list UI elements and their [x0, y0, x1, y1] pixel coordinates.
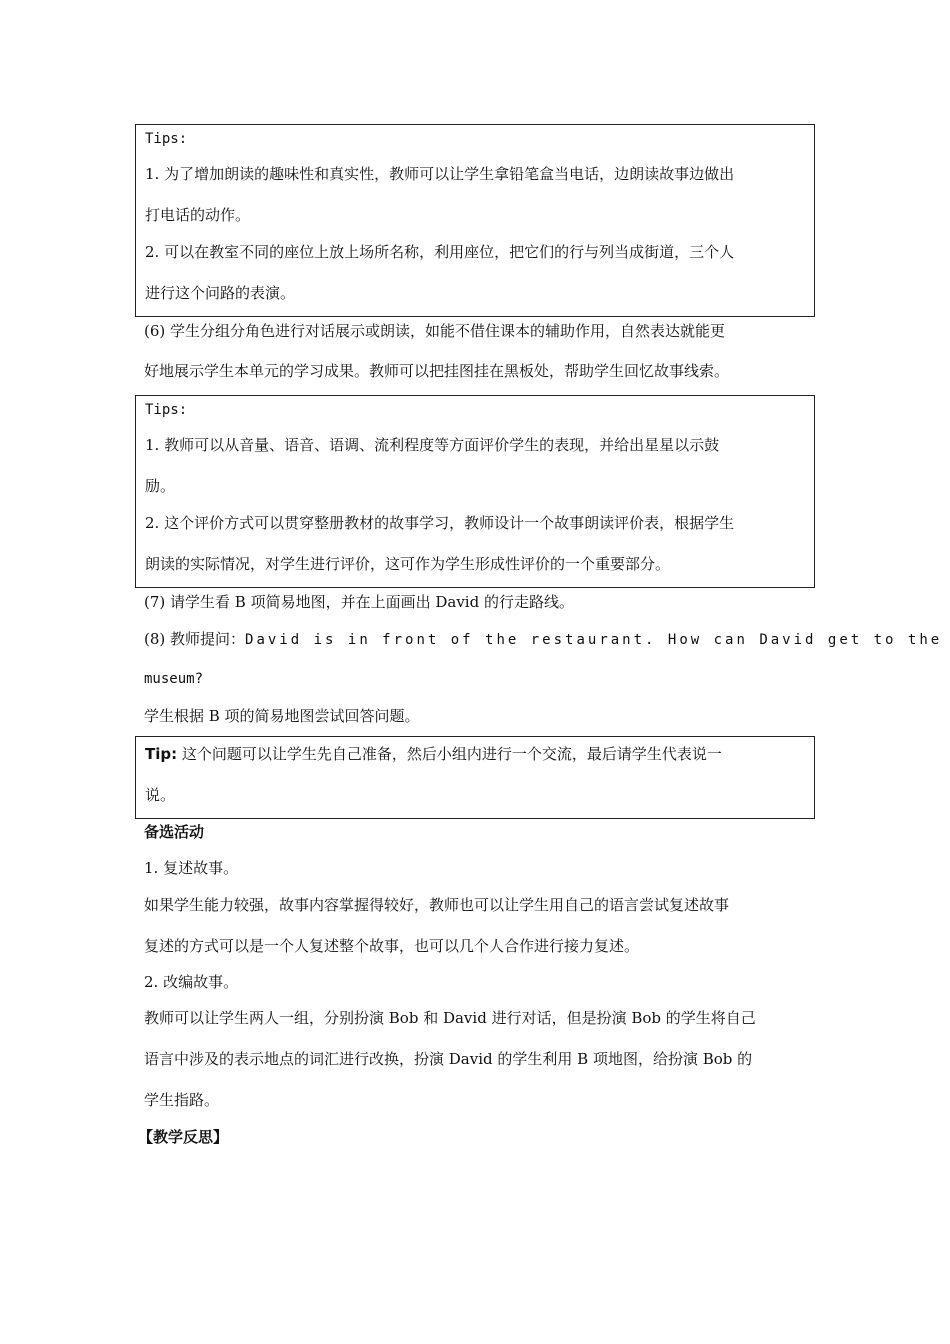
tip-line-2: 说。	[145, 786, 176, 804]
tips-title: Tips:	[145, 402, 188, 418]
tips-line: 打电话的动作。	[145, 206, 251, 224]
optional-item-1-line: 如果学生能力较强，故事内容掌握得较好，教师也可以让学生用自己的语言尝试复述故事	[144, 896, 730, 914]
tips-line: 1. 教师可以从音量、语音、语调、流利程度等方面评价学生的表现，并给出星星以示鼓	[145, 436, 720, 454]
paragraph-6-line: (6) 学生分组分角色进行对话展示或朗读，如能不借住课本的辅助作用，自然表达就能更	[144, 322, 726, 340]
tips-line: 2. 可以在教室不同的座位上放上场所名称，利用座位，把它们的行与列当成街道，三个人	[145, 243, 735, 261]
optional-item-1-line: 复述的方式可以是一个人复述整个故事，也可以几个人合作进行接力复述。	[144, 937, 640, 955]
optional-item-2-line: 语言中涉及的表示地点的词汇进行改换，扮演 David 的学生利用 B 项地图，给扮演 Bob 的	[144, 1050, 753, 1068]
paragraph-8-line	[144, 629, 942, 650]
reflection-heading: 【教学反思】	[138, 1128, 229, 1146]
optional-heading: 备选活动	[144, 823, 205, 841]
tips-line: 2. 这个评价方式可以贯穿整册教材的故事学习，教师设计一个故事朗读评价表，根据学生	[145, 514, 735, 532]
tips-line: 朗读的实际情况，对学生进行评价，这可作为学生形成性评价的一个重要部分。	[145, 555, 671, 573]
tip-box-3	[135, 736, 815, 819]
tips-line: 励。	[145, 477, 176, 495]
tips-line: 进行这个问路的表演。	[145, 284, 296, 302]
paragraph-8-english: David is in front of the restaurant. How can David get to the	[245, 632, 943, 648]
paragraph-7: (7) 请学生看 B 项简易地图，并在上面画出 David 的行走路线。	[144, 593, 574, 611]
tip-line-1	[145, 744, 722, 764]
tips-line: 1. 为了增加朗读的趣味性和真实性，教师可以让学生拿铅笔盒当电话，边朗读故事边做出	[145, 165, 735, 183]
paragraph-6-line: 好地展示学生本单元的学习成果。教师可以把挂图挂在黑板处，帮助学生回忆故事线索。	[144, 362, 730, 380]
paragraph-8-prefix: (8) 教师提问：	[144, 630, 246, 648]
paragraph-8-answer: 学生根据 B 项的简易地图尝试回答问题。	[144, 707, 420, 725]
tips-box-2	[135, 395, 815, 588]
tip-text: 这个问题可以让学生先自己准备，然后小组内进行一个交流，最后请学生代表说一	[177, 745, 722, 763]
tip-label: Tip:	[145, 745, 178, 763]
optional-item-2-line: 教师可以让学生两人一组，分别扮演 Bob 和 David 进行对话，但是扮演 Bob 的学生将自己	[144, 1009, 756, 1027]
tips-title: Tips:	[145, 131, 188, 147]
paragraph-8-english-cont: museum?	[144, 671, 204, 687]
optional-item-2-line: 学生指路。	[144, 1091, 220, 1109]
optional-item-1-title: 1. 复述故事。	[144, 859, 239, 877]
optional-item-2-title: 2. 改编故事。	[144, 973, 239, 991]
tips-box-1	[135, 124, 815, 317]
